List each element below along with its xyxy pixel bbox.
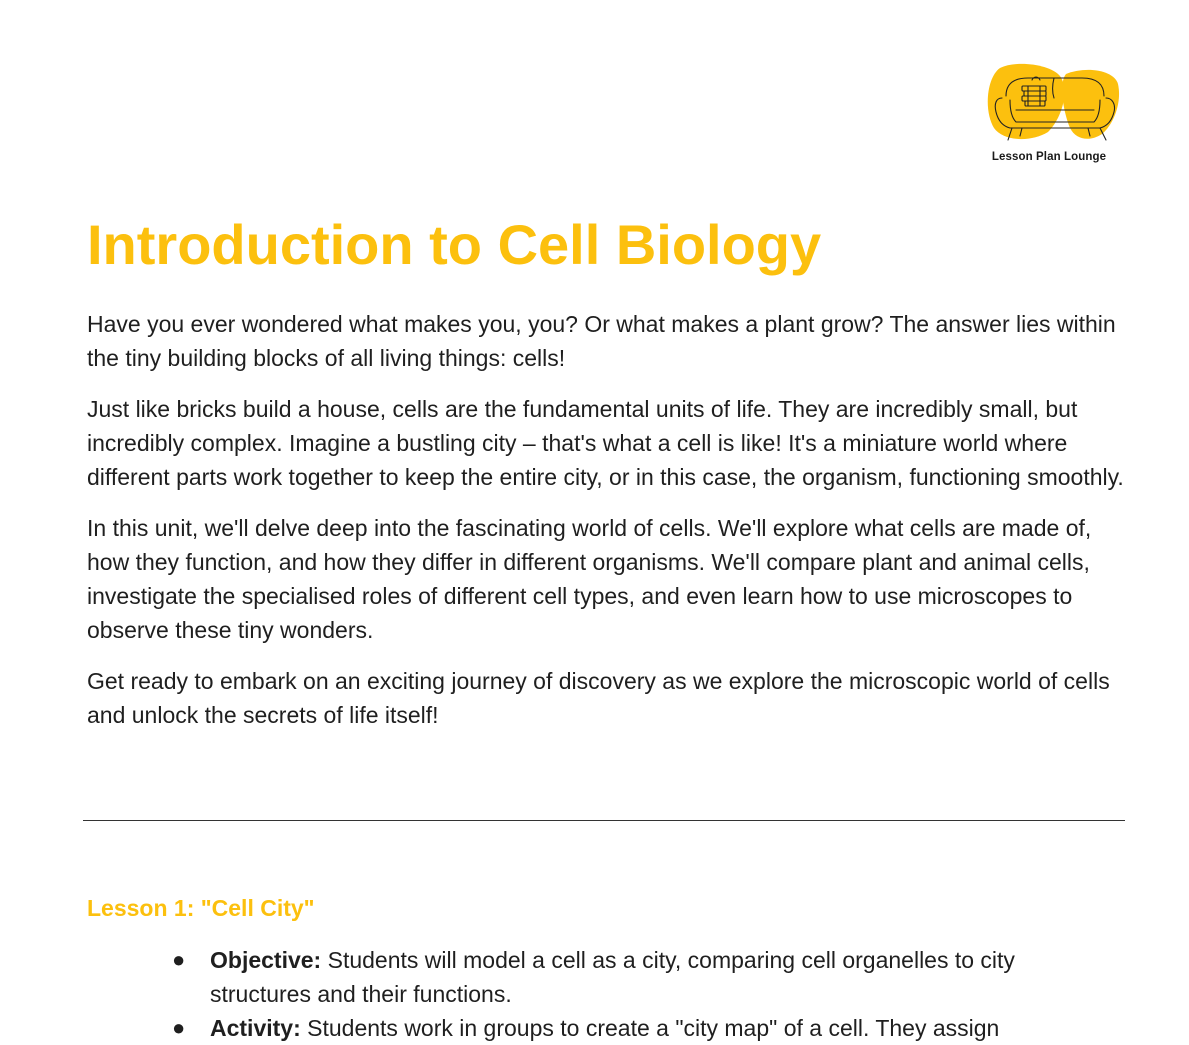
horizontal-divider [83, 820, 1125, 821]
intro-paragraph-1: Have you ever wondered what makes you, you? Or what makes a plant grow? The answer lies within the tiny building blocks of all living things: cells! [87, 311, 1116, 371]
lesson-1-list [172, 943, 1110, 1045]
list-item [172, 943, 1110, 1011]
logo-text: Lesson Plan Lounge [991, 151, 1107, 163]
intro-section [87, 307, 1127, 749]
lesson-1-heading: Lesson 1: "Cell City" [87, 895, 315, 921]
activity-label: Activity: [210, 1015, 301, 1041]
activity-text: Students work in groups to create a "city map" of a cell. They assign [300, 1015, 1000, 1041]
intro-paragraph-3: In this unit, we'll delve deep into the fascinating world of cells. We'll explore what cells are made of, how they function, and how they differ in different organisms. We'll compare plant and animal cells, investigate the specialised roles of different cell types, and even learn how to use microscopes to observe these tiny wonders. [87, 515, 1092, 643]
objective-text: Students will model a cell as a city, comparing cell organelles to city structures and their functions. [210, 947, 1015, 1007]
objective-label: Objective: [210, 947, 322, 973]
list-item [172, 1011, 1110, 1045]
intro-paragraph-4: Get ready to embark on an exciting journey of discovery as we explore the microscopic world of cells and unlock the secrets of life itself! [87, 668, 1110, 728]
bullet-icon: ● [172, 947, 186, 972]
intro-paragraph-2: Just like bricks build a house, cells are the fundamental units of life. They are incredibly small, but incredibly complex. Imagine a bustling city – that's what a cell is like! It's a miniature world where different parts work together to keep the entire city, or in this case, the organism, functioning smoothly. [87, 396, 1124, 490]
logo [982, 62, 1124, 170]
sofa-icon [982, 62, 1124, 154]
bullet-icon: ● [172, 1015, 186, 1040]
page-title: Introduction to Cell Biology [87, 213, 822, 276]
